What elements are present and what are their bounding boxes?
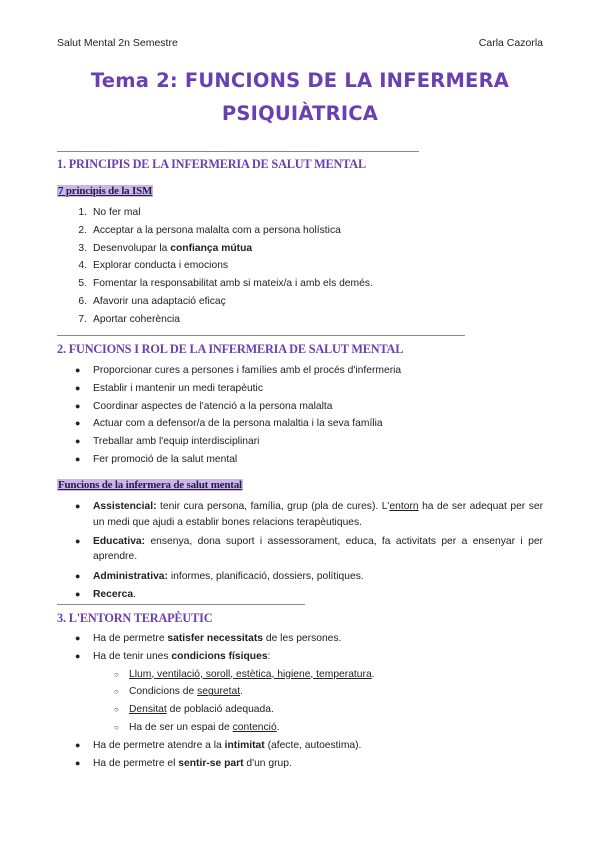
functions-list [57,499,543,604]
functions-subheading: Funcions de la infermera de salut mental [58,479,242,491]
list-item: 2. Acceptar a la persona malalta com a persona holística [78,224,341,236]
list-item: ● Actuar com a defensor/a de la persona malaltia i la seva família [75,418,383,430]
document-title [40,64,560,130]
list-item: ● Treballar amb l'equip interdisciplinari [75,436,260,448]
title-line-2: PSIQUIÀTRICA [221,102,379,125]
sub-list-item: ○ Ha de ser un espai de contenció. [114,721,280,733]
sub-list-item: ○ Condicions de seguretat. [114,686,243,698]
list-item: ● Ha de permetre el sentir-se part d'un grup. [75,757,292,769]
list-item: ● Establir i mantenir un medi terapèutic [75,382,263,394]
list-item: ● Proporcionar cures a persones i famílies amb el procés d'infermeria [75,365,402,376]
header-author: Carla Cazorla [478,37,543,49]
list-item: ● Recerca. [75,588,136,600]
list-item: 5. Fomentar la responsabilitat amb si mateix/a i amb els demés. [78,278,373,290]
title-line-1: Tema 2: FUNCIONS DE LA INFERMERA [90,69,510,92]
list-item: ● Fer promoció de la salut mental [75,453,238,465]
environment-list [57,630,543,772]
list-item: ● Assistencial: tenir cura persona, família, grup (pla de cures). L'entorn ha de ser adequat per ser un medi que ajudi a establir bones relacions terapèutiques. [75,501,543,528]
list-item: 1. No fer mal [78,207,141,218]
list-item: 7. Aportar coherència [78,313,181,325]
section-2-heading: 2. FUNCIONS I ROL DE LA INFERMERIA DE SALUT MENTAL [57,342,404,356]
list-item: 3. Desenvolupar la confiança mútua [78,242,253,254]
list-item: ● Administrativa: informes, planificació, dossiers, polítiques. [75,571,364,582]
sub-list-item: ○ Densitat de població adequada. [114,704,274,716]
list-item: ● Coordinar aspectes de l'atenció a la persona malalta [75,400,333,412]
section-3-heading: 3. L'ENTORN TERAPÈUTIC [57,611,213,625]
roles-list [57,362,543,469]
sub-list-item: ○ Llum, ventilació, soroll, estètica, higiene, temperatura. [114,668,375,680]
section-divider [57,335,465,336]
section-divider [57,604,305,605]
page-header [57,37,543,49]
list-item: ● Educativa: ensenya, dona suport i assessorament, educa, fa activitats per a ensenyar i per aprendre. [75,535,543,562]
section-divider [57,151,419,152]
principles-list [57,204,543,329]
section-1-subheading: 7 principis de la ISM [58,185,153,197]
section-1-heading: 1. PRINCIPIS DE LA INFERMERIA DE SALUT MENTAL [57,157,366,171]
list-item: 4. Explorar conducta i emocions [78,260,229,272]
list-item: 6. Afavorir una adaptació eficaç [78,295,226,307]
list-item: ● Ha de tenir unes condicions físiques: [75,650,271,662]
header-course: Salut Mental 2n Semestre [57,37,178,49]
list-item: ● Ha de permetre atendre a la intimitat (afecte, autoestima). [75,739,362,751]
list-item: ● Ha de permetre satisfer necessitats de les persones. [75,633,342,644]
